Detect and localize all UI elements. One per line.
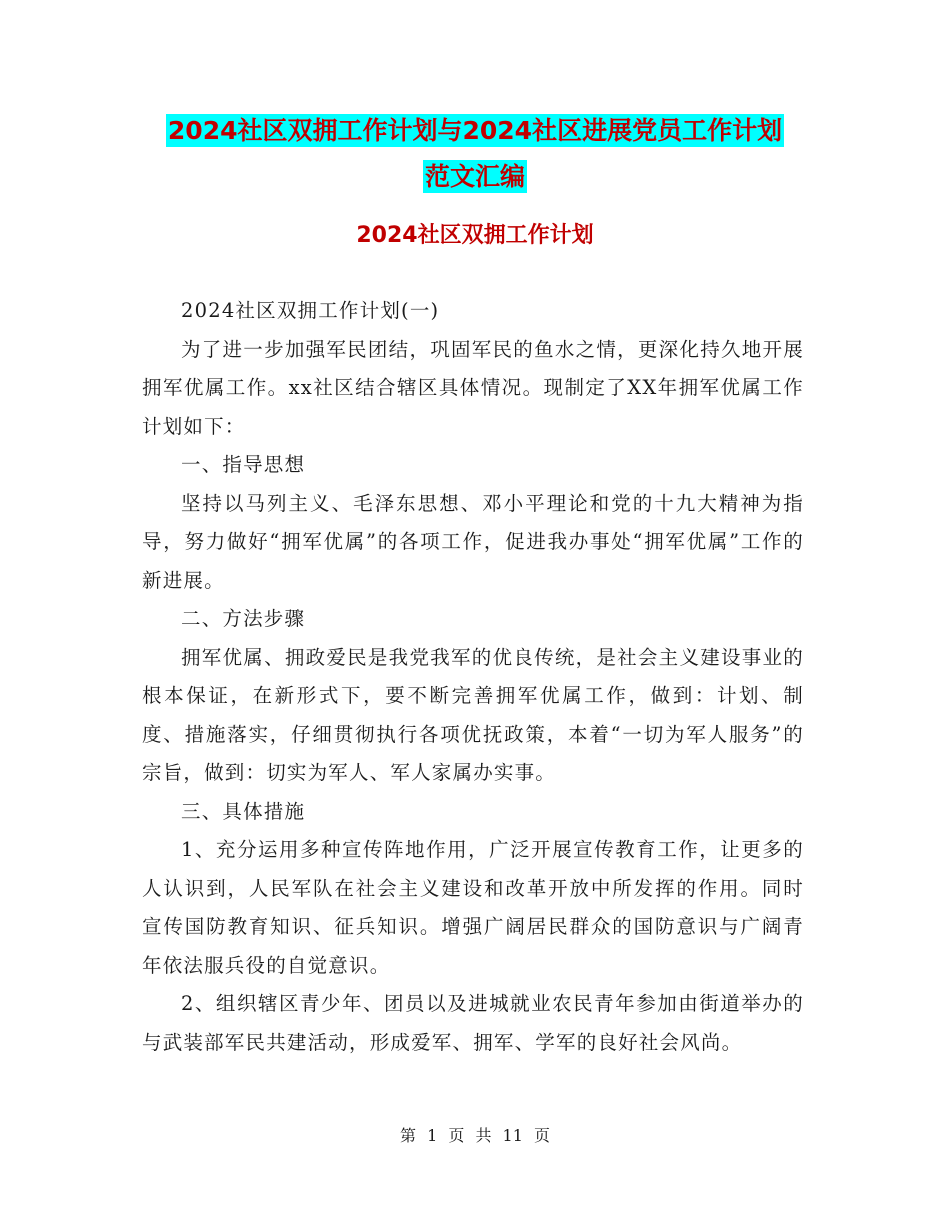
paragraph: 拥军优属、拥政爱民是我党我军的优良传统，是社会主义建设事业的根本保证，在新形式下，要不断完善拥军优属工作，做到：计划、制度、措施落实，仔细贯彻执行各项优抚政策，本着“一切为军人服务”的宗旨，做到：切实为军人、军人家属办实事。 <box>142 645 804 784</box>
section-title: 2024社区双拥工作计划 <box>356 223 594 248</box>
heading-guiding-ideology: 一、指导思想 <box>181 453 306 476</box>
heading-method-steps: 二、方法步骤 <box>181 607 306 630</box>
document-title-line-2: 范文汇编 <box>424 162 525 191</box>
paragraph: 为了进一步加强军民团结，巩固军民的鱼水之情，更深化持久地开展拥军优属工作。xx社区结合辖区具体情况。现制定了XX年拥军优属工作计划如下： <box>142 337 804 438</box>
paragraph: 坚持以马列主义、毛泽东思想、邓小平理论和党的十九大精神为指导，努力做好“拥军优属”的各项工作，促进我办事处“拥军优属”工作的新进展。 <box>142 491 804 592</box>
paragraph: 1、充分运用多种宣传阵地作用，广泛开展宣传教育工作，让更多的人认识到，人民军队在社会主义建设和改革开放中所发挥的作用。同时宣传国防教育知识、征兵知识。增强广阔居民群众的国防意识与广阔青年依法服兵役的自觉意识。 <box>142 838 804 977</box>
paragraph-subtitle: 2024社区双拥工作计划(一) <box>181 299 440 322</box>
heading-specific-measures: 三、具体措施 <box>181 799 306 823</box>
document-title-line-1: 2024社区双拥工作计划与2024社区进展党员工作计划 <box>167 116 783 145</box>
page-number-footer: 第 1 页 共 11 页 <box>400 1126 550 1145</box>
document-title <box>0 108 950 200</box>
paragraph: 2、组织辖区青少年、团员以及进城就业农民青年参加由街道举办的与武装部军民共建活动，形成爱军、拥军、学军的良好社会风尚。 <box>142 992 804 1054</box>
document-body <box>142 292 804 1062</box>
